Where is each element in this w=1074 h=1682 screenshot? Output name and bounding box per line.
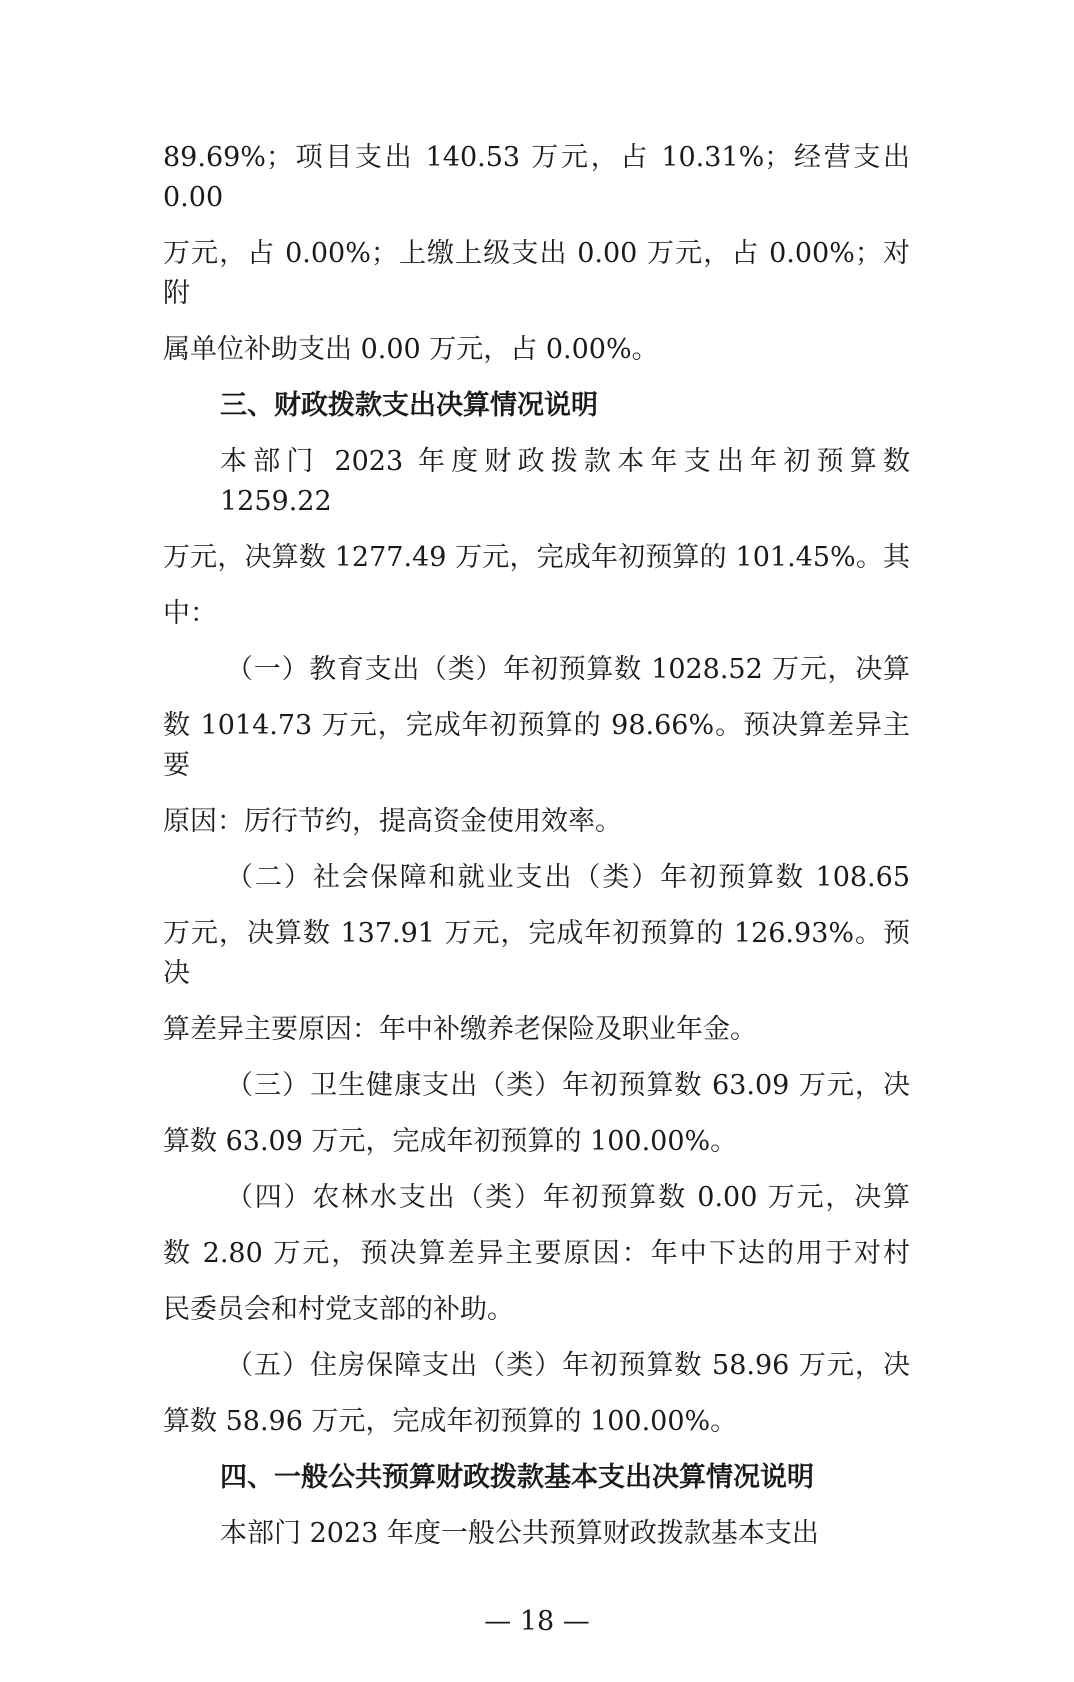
text-line: 89.69%；项目支出 140.53 万元，占 10.31%；经营支出 0.00 xyxy=(163,142,910,213)
text-line: 原因：厉行节约，提高资金使用效率。 xyxy=(163,806,622,837)
text-line: 万元，决算数 1277.49 万元，完成年初预算的 101.45%。其 xyxy=(163,542,910,573)
text-line: （二）社会保障和就业支出（类）年初预算数 108.65 xyxy=(226,862,910,893)
text-line: （三）卫生健康支出（类）年初预算数 63.09 万元，决 xyxy=(226,1070,910,1101)
text-line: 中： xyxy=(163,598,217,629)
section-heading: 三、财政拨款支出决算情况说明 xyxy=(220,390,598,421)
text-line: 本部门 2023 年度一般公共预算财政拨款基本支出 xyxy=(220,1518,819,1549)
text-line: 属单位补助支出 0.00 万元，占 0.00%。 xyxy=(163,334,659,365)
text-line: 民委员会和村党支部的补助。 xyxy=(163,1294,514,1325)
text-line: 万元，占 0.00%；上缴上级支出 0.00 万元，占 0.00%；对附 xyxy=(163,238,910,309)
section-heading: 四、一般公共预算财政拨款基本支出决算情况说明 xyxy=(220,1462,814,1493)
text-line: 数 2.80 万元，预决算差异主要原因：年中下达的用于对村 xyxy=(163,1238,910,1269)
text-line: 算差异主要原因：年中补缴养老保险及职业年金。 xyxy=(163,1014,757,1045)
text-line: （五）住房保障支出（类）年初预算数 58.96 万元，决 xyxy=(226,1350,910,1381)
text-line: 算数 58.96 万元，完成年初预算的 100.00%。 xyxy=(163,1406,738,1437)
text-line: 算数 63.09 万元，完成年初预算的 100.00%。 xyxy=(163,1126,738,1157)
page-number: — 18 — xyxy=(484,1606,590,1637)
text-line: （四）农林水支出（类）年初预算数 0.00 万元，决算 xyxy=(226,1182,910,1213)
body-text xyxy=(0,138,1074,1554)
text-line: （一）教育支出（类）年初预算数 1028.52 万元，决算 xyxy=(226,654,910,685)
text-line: 万元，决算数 137.91 万元，完成年初预算的 126.93%。预决 xyxy=(163,918,910,989)
text-line: 本部门 2023 年度财政拨款本年支出年初预算数 1259.22 xyxy=(220,446,910,517)
text-line: 数 1014.73 万元，完成年初预算的 98.66%。预决算差异主要 xyxy=(163,710,910,781)
